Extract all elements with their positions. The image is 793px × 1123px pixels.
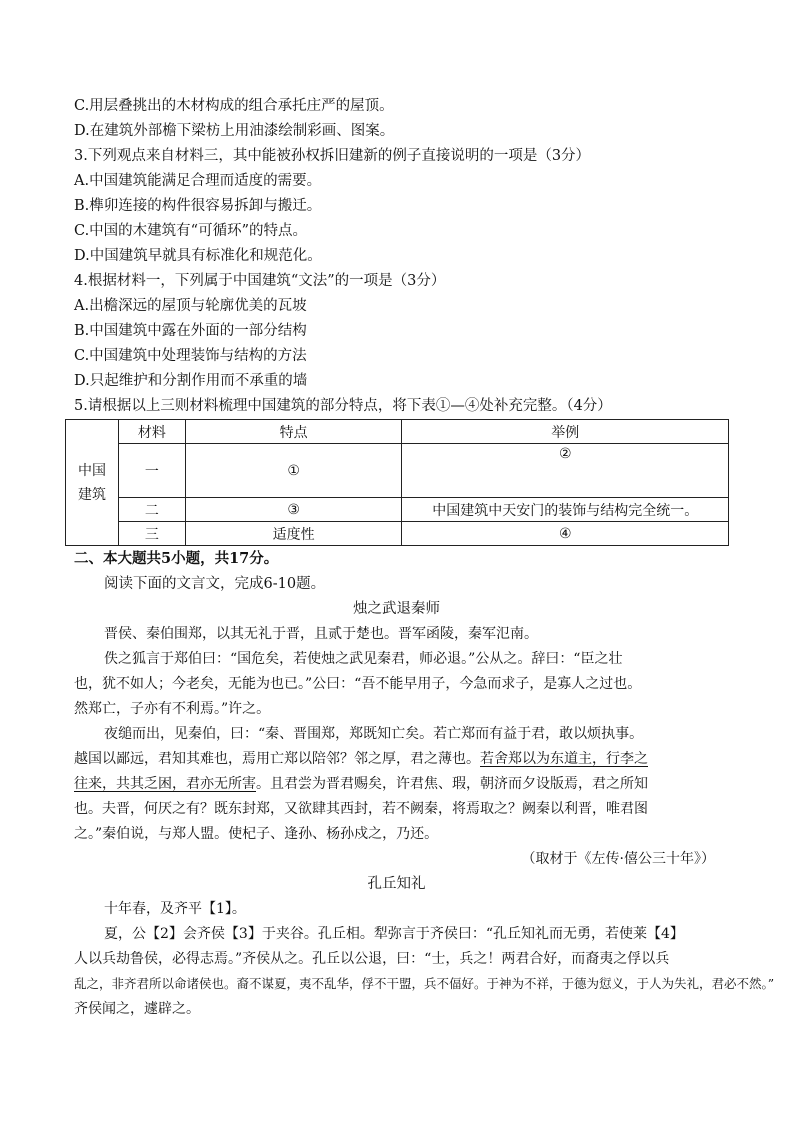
passage2-paragraph: 十年春，及齐平【1】。	[104, 901, 246, 917]
passage1-title: 烛之武退秦师	[353, 601, 440, 617]
table-cell: ②	[402, 444, 729, 498]
q3-stem: 3.下列观点来自材料三，其中能被孙权拆旧建新的例子直接说明的一项是（3分）	[74, 148, 591, 164]
q2-option-c: C.用层叠挑出的木材构成的组合承托庄严的屋顶。	[74, 98, 394, 114]
section-heading: 二、本大题共5小题，共17分。	[74, 550, 279, 567]
passage1-source: （取材于《左传·僖公三十年》）	[521, 851, 715, 867]
passage1-paragraph	[74, 773, 648, 795]
row-label-cell	[66, 420, 119, 546]
passage1-paragraph: 也。夫晋，何厌之有？既东封郑，又欲肆其西封，若不阙秦，将焉取之？阙秦以利晋，唯君图	[74, 801, 648, 817]
passage2-paragraph: 齐侯闻之，遽辟之。	[74, 1001, 200, 1017]
underlined-sentence: 往来，共其乏困，君亦无所害	[74, 776, 256, 792]
q5-table	[65, 419, 729, 546]
header-cell: 特点	[185, 420, 402, 444]
header-cell: 材料	[118, 420, 185, 444]
q4-option-b: B.中国建筑中露在外面的一部分结构	[74, 323, 307, 339]
q3-option-d: D.中国建筑早就具有标准化和规范化。	[74, 248, 322, 264]
passage1-paragraph: 之。”秦伯说，与郑人盟。使杞子、逢孙、杨孙戍之，乃还。	[74, 826, 439, 842]
table-cell: 二	[118, 498, 185, 522]
q3-option-c: C.中国的木建筑有“可循环”的特点。	[74, 223, 308, 239]
table-row	[66, 420, 729, 444]
q4-option-a: A.出檐深远的屋顶与轮廓优美的瓦坡	[74, 298, 307, 314]
passage2-title: 孔丘知礼	[367, 876, 426, 892]
table-row	[66, 522, 729, 546]
table-row	[66, 444, 729, 498]
table-cell: 一	[118, 444, 185, 498]
table-cell: ①	[185, 444, 402, 498]
q2-option-d: D.在建筑外部檐下梁枋上用油漆绘制彩画、图案。	[74, 123, 395, 139]
passage2-paragraph: 乱之，非齐君所以命诸侯也。裔不谋夏，夷不乱华，俘不干盟，兵不偪好。于神为不祥，于德为愆义，于人为失礼，君必不然。”	[74, 976, 775, 991]
row-label-line: 建筑	[77, 486, 106, 503]
underlined-sentence: 若舍郑以为东道主，行李之	[480, 751, 648, 767]
passage1-paragraph: 然郑亡，子亦有不利焉。”许之。	[74, 701, 271, 717]
q4-option-d: D.只起维护和分割作用而不承重的墙	[74, 373, 308, 389]
q5-stem: 5.请根据以上三则材料梳理中国建筑的部分特点，将下表①—④处补充完整。（4分）	[74, 398, 612, 414]
table-cell: 中国建筑中天安门的装饰与结构完全统一。	[402, 498, 729, 522]
passage1-paragraph: 晋侯、秦伯围郑，以其无礼于晋，且贰于楚也。晋军函陵，秦军氾南。	[104, 626, 538, 642]
passage-text: 越国以鄙远，君知其难也，焉用亡郑以陪邻？邻之厚，君之薄也。	[74, 751, 480, 767]
table-cell: ③	[185, 498, 402, 522]
table-cell: 适度性	[185, 522, 402, 546]
q4-option-c: C.中国建筑中处理装饰与结构的方法	[74, 348, 307, 364]
passage2-paragraph: 人以兵劫鲁侯，必得志焉。”齐侯从之。孔丘以公退，曰：“士，兵之！两君合好，而裔夷之俘以兵	[74, 951, 670, 967]
passage1-paragraph: 夜缒而出，见秦伯，曰：“秦、晋围郑，郑既知亡矣。若亡郑而有益于君，敢以烦执事。	[104, 726, 644, 742]
row-label-line: 中国	[77, 462, 106, 479]
q3-option-b: B.榫卯连接的构件很容易拆卸与搬迁。	[74, 198, 322, 214]
passage1-paragraph: 也，犹不如人；今老矣，无能为也已。”公曰：“吾不能早用子，今急而求子，是寡人之过也。	[74, 676, 642, 692]
table-row	[66, 498, 729, 522]
section-instruction: 阅读下面的文言文，完成6-10题。	[104, 576, 326, 592]
passage1-paragraph	[74, 748, 648, 770]
passage2-paragraph: 夏，公【2】会齐侯【3】于夹谷。孔丘相。犁弥言于齐侯曰：“孔丘知礼而无勇，若使莱【4】	[104, 926, 684, 942]
header-cell: 举例	[402, 420, 729, 444]
table-cell: 三	[118, 522, 185, 546]
q3-option-a: A.中国建筑能满足合理而适度的需要。	[74, 173, 322, 189]
q4-stem: 4.根据材料一，下列属于中国建筑“文法”的一项是（3分）	[74, 273, 446, 289]
passage-text: 。且君尝为晋君赐矣，许君焦、瑕，朝济而夕设版焉，君之所知	[256, 776, 648, 792]
table-cell: ④	[402, 522, 729, 546]
passage1-paragraph: 佚之狐言于郑伯曰：“国危矣，若使烛之武见秦君，师必退。”公从之。辞曰：“臣之壮	[104, 651, 623, 667]
